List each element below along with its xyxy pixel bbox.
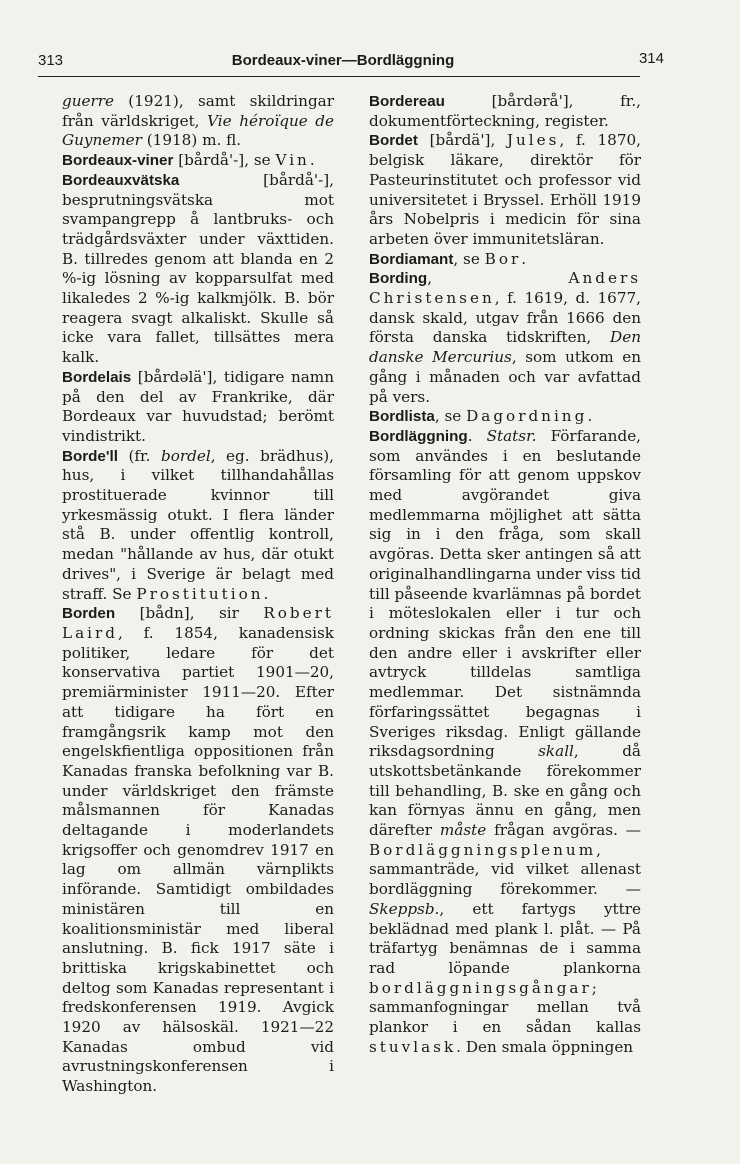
entry-text: ,: [427, 269, 569, 288]
entry-text: [bårdä'],: [417, 131, 507, 150]
entry-text: .: [521, 249, 527, 268]
entry-text: .: [309, 151, 315, 170]
entry-italic-text: Statsr.: [486, 426, 537, 445]
entry-text: .: [467, 426, 487, 445]
entry-text: (1918) m. fl.: [141, 131, 242, 150]
page-number-left: 313: [38, 52, 64, 69]
entry-text: frågan avgöras. —: [486, 821, 641, 840]
left-column: [62, 92, 334, 1097]
entry-italic-text: måste: [439, 821, 487, 840]
entry-spaced-text: Bor: [484, 249, 522, 268]
page-number-right: 314: [638, 50, 664, 67]
entry-italic-text: bordel: [160, 446, 211, 465]
dictionary-entry: [369, 269, 641, 407]
dictionary-entry: [369, 92, 641, 131]
entry-headword: Bording: [369, 270, 428, 288]
entry-text: , se: [453, 249, 485, 268]
running-title: Bordeaux-viner—Bordläggning: [231, 52, 455, 69]
entry-text: [bårdå'-], besprutningsvätska mot svampangrepp å lantbruks- och trädgårdsväxter under växttiden. B. tillredes genom att blanda en 2 %-ig lösning av kopparsulfat med likaledes 2 %-ig kalkmjölk. B. bör reagera svagt alkaliskt. Skulle så icke vara fallet, tillsättes mera kalk.: [62, 170, 334, 367]
entry-italic-text: Den danske Mercurius: [369, 328, 641, 367]
entry-text: .: [263, 584, 269, 603]
entry-spaced-text: Dagordning: [466, 407, 588, 426]
entry-text: , ett fartygs yttre beklädnad med plank l. plåt. — På träfartyg benämnas de i samma rad löpande plankorna: [369, 899, 641, 977]
entry-spaced-text: Vin: [275, 151, 310, 170]
entry-text: , f. 1870, belgisk läkare, direktör för Pasteurinstitutet och professor vid universitetet i Bryssel. Erhöll 1919 års Nobelpris i medicin för sina arbeten över immunitetsläran.: [369, 131, 641, 248]
entry-text: [bårdəlä'], tidigare namn på den del av Frankrike, där Bordeaux var huvudstad; berömt vindistrikt.: [62, 367, 334, 445]
entry-headword: Bordiamant: [369, 250, 454, 268]
entry-text: [bårdå'-], se: [173, 151, 276, 170]
entry-italic-text: guerre: [62, 92, 114, 110]
entry-text: , f. 1854, kanadensisk politiker, ledare för det konservativa partiet 1901—20, premiärminister 1911—20. Efter att tidigare ha fört en framgångsrik kamp mot den engelskfientliga oppositionen från Kanadas franska befolkning var B. under världskriget den främste målsmannen för Kanadas deltagande i moderlandets krigsoffer och genomdrev 1917 en lag om allmän värnplikts införande. Samtidigt ombildades ministären till en koalitionsministär med liberal anslutning. B. fick 1917 säte i brittiska krigskabinettet och deltog som Kanadas representant i fredskonferensen 1919. Avgick 1920 av hälsoskäl. 1921—22 Kanadas ombud vid avrustningskonferensen i Washington.: [62, 623, 334, 1096]
entry-spaced-text: Anders Christensen: [369, 269, 641, 308]
dictionary-entry: [369, 131, 641, 249]
entry-text: .: [587, 407, 593, 426]
entry-text: , f. 1619, d. 1677, dansk skald, utgav från 1666 den första danska tidskriften,: [369, 289, 641, 347]
entry-spaced-text: Prostitution: [136, 584, 264, 603]
entry-text: , se: [434, 407, 467, 426]
dictionary-entry: [369, 250, 641, 270]
entry-headword: Bordet: [369, 132, 418, 150]
dictionary-entry: [369, 407, 641, 427]
entry-text: , som utkom en gång i månaden och var avfattad på vers.: [369, 348, 641, 406]
entry-text: [bårdərå'], fr., dokumentförteckning, register.: [369, 92, 641, 130]
dictionary-entry: [62, 92, 334, 151]
entry-text: , då utskottsbetänkande förekommer till behandling, B. ske en gång och kan förnyas ännu en gång, men därefter: [369, 742, 641, 840]
entry-headword: Borden: [62, 605, 116, 623]
entry-text: [bådn], sir: [115, 604, 264, 623]
entry-spaced-text: Robert Laird: [62, 604, 334, 642]
entry-spaced-text: Jules: [506, 131, 560, 150]
dictionary-entry: [369, 427, 641, 1058]
entry-headword: Bordlista: [369, 408, 435, 426]
entry-headword: Bordeauxvätska: [62, 171, 180, 189]
entry-italic-text: Skeppsb.: [369, 899, 440, 918]
dictionary-entry: [62, 171, 334, 368]
entry-headword: Borde'll: [62, 447, 118, 465]
header-rule: [38, 76, 640, 77]
entry-text: (fr.: [117, 446, 161, 465]
entry-spaced-text: Bordläggningsplenum: [369, 840, 597, 859]
entry-headword: Bordereau: [369, 93, 445, 110]
entry-text: . Den smala öppningen: [456, 1037, 634, 1056]
entry-text: Förfarande, som användes i en beslutande församling för att genom uppskov med avgörandet giva medlemmarna möjlighet att sätta sig in i den fråga, som skall avgöras. Detta sker antingen så att originalhandlingarna under viss tid till påseende kvarlämnas på bordet i möteslokalen eller i tur och ordning skickas från den ene till den andre eller i avskrifter eller avtryck tilldelas samtliga medlemmar. Det sistnämnda förfaringssättet begagnas i Sveriges riksdag. Enligt gällande riksdagsordning: [369, 426, 642, 761]
dictionary-entry: [62, 151, 334, 171]
entry-headword: Bordeaux-viner: [62, 152, 174, 170]
entry-italic-text: Vie héroïque de Guynemer: [62, 111, 335, 150]
running-header: [36, 50, 664, 74]
entry-headword: Bordläggning: [369, 427, 468, 445]
entry-italic-text: skall: [538, 742, 574, 761]
entry-text: ; sammanfogningar mellan två plankor i en sådan kallas: [369, 978, 641, 1037]
entry-text: , sammanträde, vid vilket allenast bordläggning förekommer. —: [369, 840, 641, 899]
entry-text: , eg. brädhus), hus, i vilket tillhandahållas prostituerade kvinnor till yrkesmässig otukt. I flera länder stå B. under offentlig kontroll, medan "hållande av hus, där otukt drives", i Sverige är belagt med straff. Se: [62, 446, 334, 603]
entry-spaced-text: bordläggningsgångar: [369, 978, 592, 997]
dictionary-entry: [62, 604, 334, 1097]
entry-headword: Bordelais: [62, 368, 132, 386]
dictionary-entry: [62, 447, 334, 605]
right-column: [369, 92, 641, 1057]
entry-spaced-text: stuvlask: [369, 1037, 457, 1056]
dictionary-entry: [62, 368, 334, 447]
entry-text: (1921), samt skildringar från världskriget,: [62, 92, 334, 130]
